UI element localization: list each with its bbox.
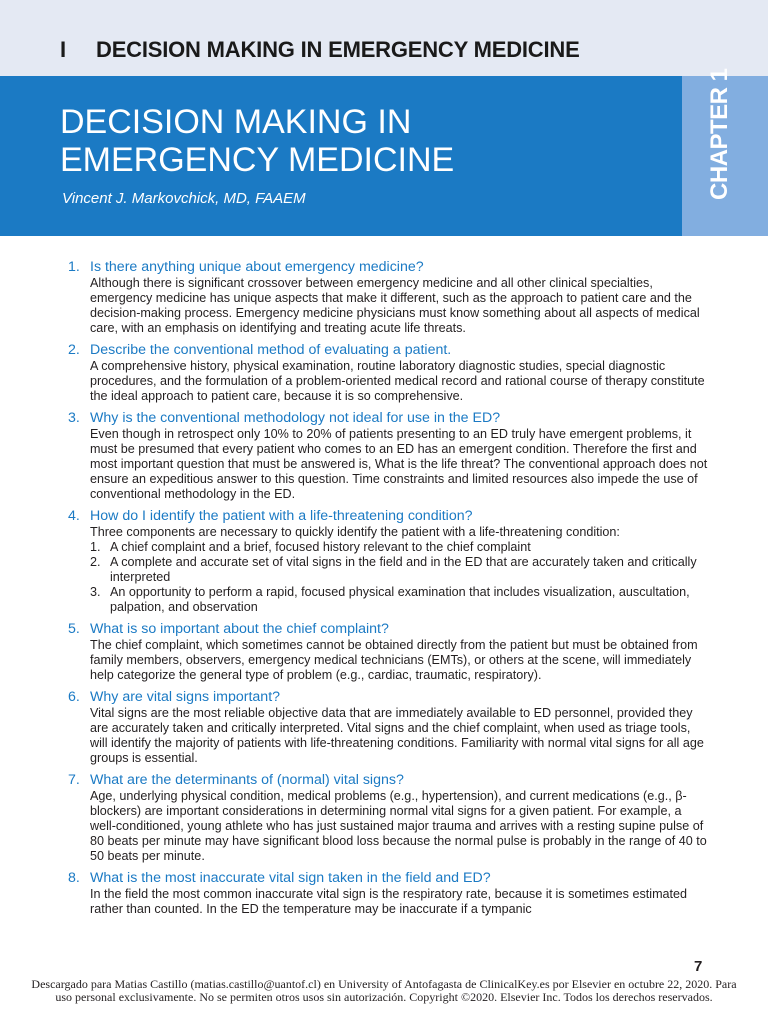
answer-intro: Three components are necessary to quickly identify the patient with a life-threatening condition: [90,525,620,539]
answer-text: Even though in retrospect only 10% to 20% of patients presenting to an ED truly have emergent problems, it must be presumed that every patient who comes to an ED has an emergent condition. Therefore the first and most important question that must be answered is, What is the life threat? The conventional approach does not ensure an expeditious answer to this question. Time constraints and limited resources also impede the use of conventional methodology in the ED. [90,427,708,501]
part-header-bar [0,0,768,76]
question-text: Why is the conventional methodology not ideal for use in the ED? [90,410,501,426]
question-number: 6. [68,689,80,705]
list-item [90,585,708,615]
part-number: I [60,37,67,62]
page-number: 7 [694,958,703,975]
question [68,259,708,276]
question [68,621,708,638]
download-notice: Descargado para Matias Castillo (matias.castillo@uantof.cl) en University of Antofagasta de ClinicalKey.es por Elsevier en octubre 22, 2020. Para uso personal exclusivamente. No se permiten otros usos sin autorización. Copyright ©2020. Elsevier Inc. Todos los derechos reservados. [31,977,737,1004]
question [68,508,708,525]
question-text: Why are vital signs important? [90,689,281,705]
list-item-text: An opportunity to perform a rapid, focused physical examination that includes visualization, auscultation, palpation, and observation [110,585,690,614]
answer-text: Although there is significant crossover between emergency medicine and all other clinical specialties, emergency medicine has unique aspects that make it different, such as the approach to patient care and the decision-making process. Emergency medicine physicians must know something about all aspects of medical care, with an emphasis on identifying and treating acute life threats. [90,276,700,335]
question [68,870,708,887]
question-number: 7. [68,772,80,788]
question-number: 8. [68,870,80,886]
list-item-text: A chief complaint and a brief, focused history relevant to the chief complaint [110,540,531,554]
question [68,689,708,706]
list-item [90,555,708,585]
list-item-text: A complete and accurate set of vital signs in the field and in the ED that are accurately taken and critically interpreted [110,555,697,584]
qa-item [68,689,708,766]
part-title: DECISION MAKING IN EMERGENCY MEDICINE [96,37,580,62]
qa-item [68,621,708,683]
chapter-title [60,103,660,179]
question-text: How do I identify the patient with a life-threatening condition? [90,508,473,524]
list-item-number: 2. [90,555,101,569]
chapter-label: CHAPTER 1 [706,68,733,200]
question-text: Is there anything unique about emergency medicine? [90,259,424,275]
answer-text: The chief complaint, which sometimes cannot be obtained directly from the patient but must be obtained from family members, observers, emergency medical technicians (EMTs), or others at the scene, will immediately help categorize the general type of problem (e.g., cardiac, traumatic, respiratory). [90,638,698,682]
question-number: 5. [68,621,80,637]
question-text: What is the most inaccurate vital sign taken in the field and ED? [90,870,491,886]
qa-content [68,259,708,923]
answer-text: Vital signs are the most reliable objective data that are immediately available to ED personnel, provided they are accurately taken and critically interpreted. Vital signs and the chief complaint, when used as triage tools, will identify the majority of patients with life-threatening conditions. Familiarity with normal vital signs for all age groups is essential. [90,706,704,765]
answer-text: A comprehensive history, physical examination, routine laboratory diagnostic studies, special diagnostic procedures, and the formulation of a problem-oriented medical record and rational course of therapy constitute the ideal approach to patient care, because it is so comprehensive. [90,359,705,403]
qa-item [68,772,708,864]
qa-item [68,410,708,502]
question-text: What are the determinants of (normal) vital signs? [90,772,404,788]
question-number: 1. [68,259,80,275]
question-number: 3. [68,410,80,426]
list-item-number: 3. [90,585,101,599]
qa-item [68,870,708,917]
question-text: Describe the conventional method of evaluating a patient. [90,342,452,358]
question [68,410,708,427]
chapter-title-line-2: EMERGENCY MEDICINE [60,141,455,179]
question-text: What is so important about the chief complaint? [90,621,389,637]
chapter-author: Vincent J. Markovchick, MD, FAAEM [62,190,306,207]
answer-text: In the field the most common inaccurate vital sign is the respiratory rate, because it is sometimes estimated rather than counted. In the ED the temperature may be inaccurate if a tympanic [90,887,688,916]
answer-text: Age, underlying physical condition, medical problems (e.g., hypertension), and current medications (e.g., β-blockers) are important considerations in determining normal vital signs for a given patient. For example, a well-conditioned, young athlete who has just sustained major trauma and arrives with a resting supine pulse of 80 beats per minute may have significant blood loss because the normal pulse is probably in the range of 40 to 50 beats per minute. [90,789,707,863]
chapter-title-line-1: DECISION MAKING IN [60,103,412,141]
question-number: 4. [68,508,80,524]
answer-text [90,525,708,615]
qa-item [68,342,708,404]
list-item [90,540,708,555]
qa-item [68,508,708,615]
question [68,772,708,789]
question [68,342,708,359]
qa-item [68,259,708,336]
question-number: 2. [68,342,80,358]
list-item-number: 1. [90,540,101,554]
